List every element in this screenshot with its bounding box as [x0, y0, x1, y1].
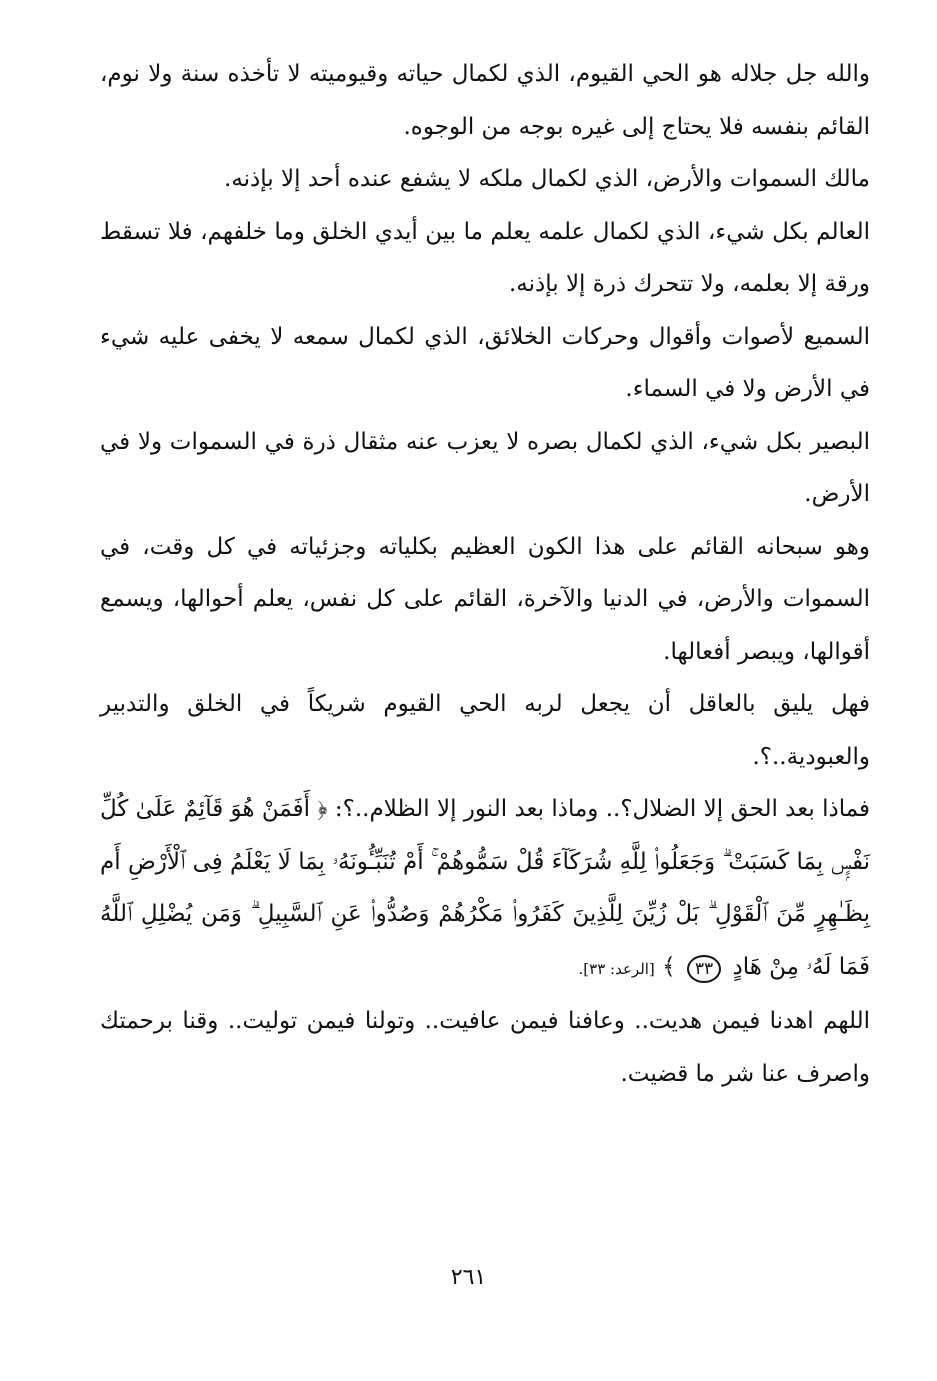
quran-verse: أَفَمَنْ هُوَ قَآئِمٌ عَلَىٰ كُلِّ نَفْسٍۭ بِمَا كَسَبَتْ ۗ وَجَعَلُوا۟ لِلَّهِ شُرَكَآءَ قُلْ سَمُّوهُمْ ۚ أَمْ تُنَبِّـُٔونَهُۥ بِمَا لَا يَعْلَمُ فِى ٱلْأَرْضِ أَم بِظَـٰهِرٍ مِّنَ ٱلْقَوْلِ ۗ بَلْ زُيِّنَ لِلَّذِينَ كَفَرُوا۟ مَكْرُهُمْ وَصُدُّوا۟ عَنِ ٱلسَّبِيلِ ۗ وَمَن يُضْلِلِ ٱللَّهُ فَمَا لَهُۥ مِنْ هَادٍ — [100, 796, 870, 980]
paragraph-basir: البصير بكل شيء، الذي لكمال بصره لا يعزب عنه مثقال ذرة في السموات ولا في الأرض. — [100, 428, 870, 507]
verse-open-bracket: ﴿ — [317, 796, 328, 822]
paragraph-verse — [100, 783, 870, 995]
paragraph-sami: السميع لأصوات وأقوال وحركات الخلائق، الذي لكمال سمعه لا يخفى عليه شيء في الأرض ولا في السماء. — [100, 323, 870, 402]
verse-close-bracket: ﴾ — [662, 953, 676, 980]
paragraph-hayy-qayyum: والله جل جلاله هو الحي القيوم، الذي لكمال حياته وقيوميته لا تأخذه سنة ولا نوم، القائم بنفسه فلا يحتاج إلى غيره بوجه من الوجوه. — [100, 61, 870, 140]
paragraph-malik: مالك السموات والأرض، الذي لكمال ملكه لا يشفع عنده أحد إلا بإذنه. — [224, 166, 870, 192]
ayah-number-marker: ٣٣ — [687, 955, 721, 983]
paragraph-qaim: وهو سبحانه القائم على هذا الكون العظيم بكلياته وجزئياته في كل وقت، في السموات والأرض، في الدنيا والآخرة، القائم على كل نفس، يعلم أحوالها، ويسمع أقوالها، ويبصر أفعالها. — [100, 533, 870, 665]
paragraph-question: فهل يليق بالعاقل أن يجعل لربه الحي القيوم شريكاً في الخلق والتدبير والعبودية..؟. — [100, 691, 870, 770]
paragraph-dua: اللهم اهدنا فيمن هديت.. وعافنا فيمن عافيت.. وتولنا فيمن توليت.. وقنا برحمتك واصرف عنا شر ما قضيت. — [100, 1008, 870, 1087]
verse-reference: [الرعد: ٣٣]. — [578, 959, 655, 978]
verse-intro: فماذا بعد الحق إلا الضلال؟.. وماذا بعد النور إلا الظلام..؟: — [334, 796, 870, 822]
page-body — [100, 48, 870, 1100]
paragraph-alim: العالم بكل شيء، الذي لكمال علمه يعلم ما بين أيدي الخلق وما خلفهم، فلا تسقط ورقة إلا بعلمه، ولا تتحرك ذرة إلا بإذنه. — [100, 218, 870, 297]
page-number: ٢٦١ — [450, 1265, 487, 1290]
